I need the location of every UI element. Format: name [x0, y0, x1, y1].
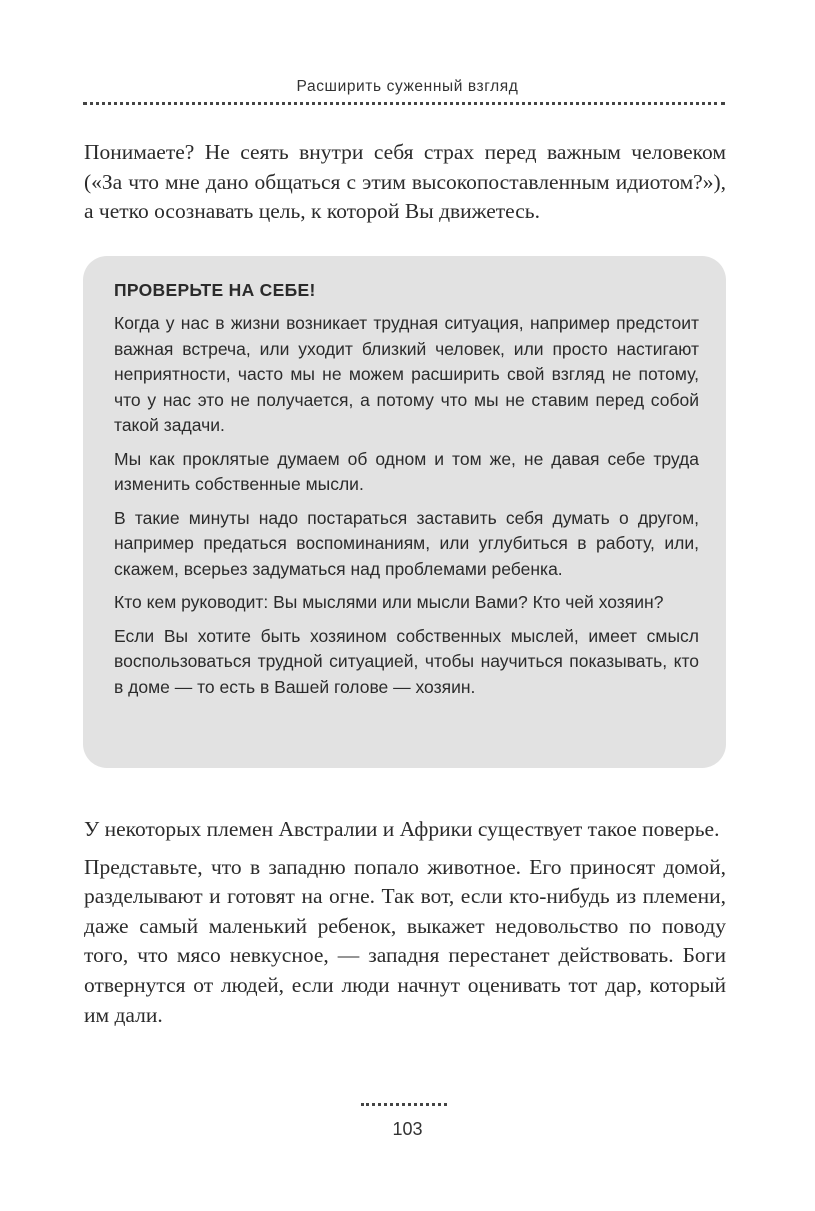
check-yourself-title: ПРОВЕРЬТЕ НА СЕБЕ! [114, 280, 316, 300]
check-yourself-box [83, 256, 726, 768]
callout-paragraph: Когда у нас в жизни возникает трудная ситуация, например предстоит важная встреча, или уходит близкий человек, или просто настигают неприятности, часто мы не можем расширить свой взгляд не потому, что у нас это не получается, а потому что мы не ставим перед собой такой задачи. [114, 313, 699, 435]
intro-section [84, 138, 726, 227]
header-dotted-rule [83, 102, 725, 105]
page-number: 103 [392, 1119, 423, 1139]
main-text-section [84, 815, 726, 1030]
callout-paragraph: Мы как проклятые думаем об одном и том же, не давая себе труда изменить собственные мысли. [114, 448, 699, 494]
callout-paragraph: Кто кем руководит: Вы мыслями или мысли Вами? Кто чей хозяин? [114, 592, 664, 612]
body-paragraph: У некоторых племен Австралии и Африки существует такое поверье. [84, 817, 720, 841]
body-paragraph: Представьте, что в западню попало животное. Его приносят домой, разделывают и готовят на огне. Так вот, если кто-нибудь из племени, даже самый маленький ребенок, выкажет недовольство по поводу того, что мясо невкусное, — западня перестанет действовать. Боги отвернутся от людей, если люди начнут оценивать тот дар, который им дали. [84, 854, 726, 1027]
footer-dotted-rule [361, 1103, 447, 1106]
intro-paragraph: Понимаете? Не сеять внутри себя страх перед важным человеком («За что мне дано общаться с этим высокопоставленным идиотом?»), а четко осознавать цель, к которой Вы движетесь. [84, 140, 726, 224]
running-head-title: Расширить суженный взгляд [296, 78, 519, 95]
callout-paragraph: В такие минуты надо постараться заставить себя думать о другом, например предаться воспоминаниям, или углубиться в работу, или, скажем, всерьез задуматься над проблемами ребенка. [114, 507, 699, 579]
check-yourself-content [114, 278, 699, 708]
callout-paragraph: Если Вы хотите быть хозяином собственных мыслей, имеет смысл воспользоваться трудной ситуацией, чтобы научиться показывать, кто в доме — то есть в Вашей голове — хозяин. [114, 625, 699, 697]
